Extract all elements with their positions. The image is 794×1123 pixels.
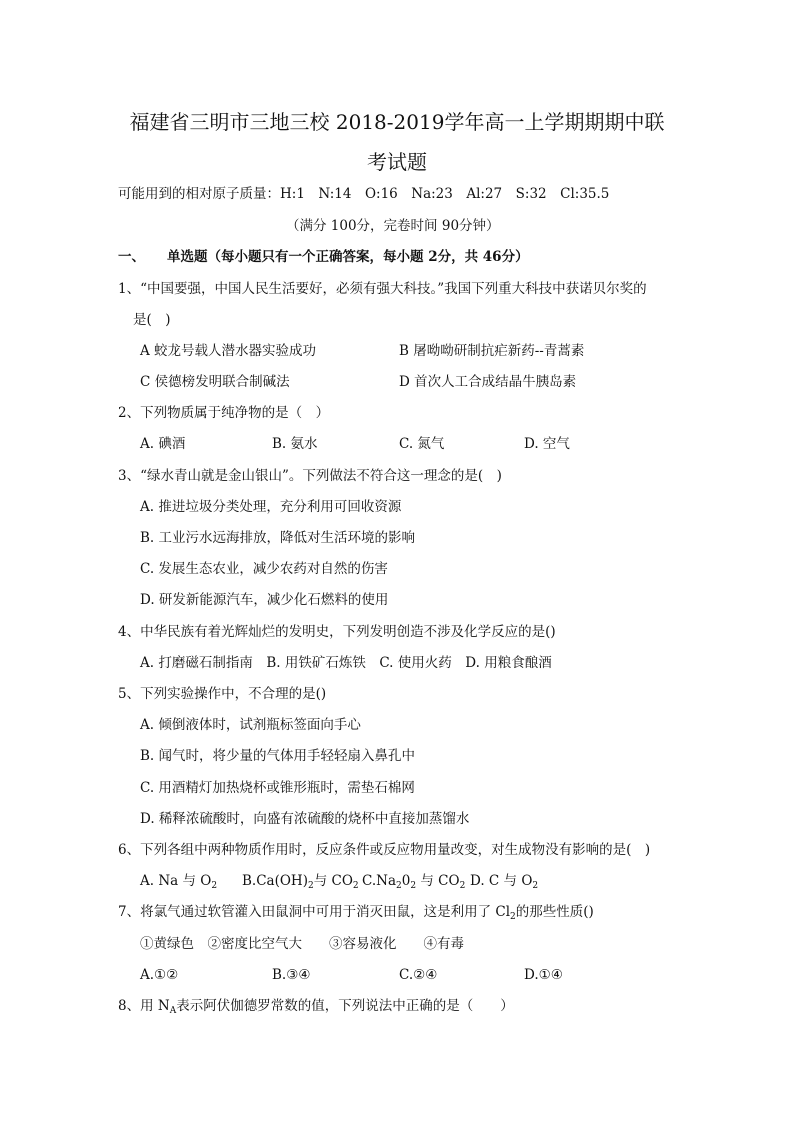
exam-info: （满分 100分，完卷时间 90分钟） <box>286 218 500 234</box>
q8-stem: 8、用 $N_A$表示阿伏伽德罗常数的值，下列说法中正确的是（ ） <box>118 998 514 1016</box>
q2-option-b: B. 氨水 <box>272 436 318 452</box>
document-title-line1: 福建省三明市三地三校 2018-2019学年高一上学期期期中联 <box>129 110 665 134</box>
q7-option-c: C.②④ <box>399 967 438 983</box>
q3-option-a: A. 推进垃圾分类处理，充分利用可回收资源 <box>140 499 402 515</box>
q7-option-b: B.③④ <box>272 967 311 983</box>
q1-stem: 1、“中国要强，中国人民生活要好，必须有强大科技。”我国下列重大科技中获诺贝尔奖的 <box>118 281 647 297</box>
q5-option-b: B. 闻气时，将少量的气体用手轻轻扇入鼻孔中 <box>140 748 416 764</box>
q6-option-b: $B.Ca(OH)_2$与 $CO_2$ <box>242 873 359 891</box>
q5-stem: 5、下列实验操作中，不合理的是() <box>118 686 327 702</box>
q5-option-d: D. 稀释浓硫酸时，向盛有浓硫酸的烧杯中直接加蒸馏水 <box>140 811 470 827</box>
q2-stem: 2、下列物质属于纯净物的是（ ） <box>118 405 330 421</box>
section-number: 一、 <box>118 249 145 265</box>
q6-option-a: A. Na 与 $O_2$ <box>140 873 218 891</box>
q6-option-d: D. C 与 $O_2$ <box>470 873 539 891</box>
q5-option-c: C. 用酒精灯加热烧杯或锥形瓶时，需垫石棉网 <box>140 780 415 796</box>
q1-option-b: B 屠呦呦研制抗疟新药--青蒿素 <box>399 343 585 359</box>
q1-option-d: D 首次人工合成结晶牛胰岛素 <box>399 374 577 390</box>
q2-option-c: C. 氮气 <box>399 436 445 452</box>
q1-option-c: C 侯德榜发明联合制碱法 <box>140 374 290 390</box>
q3-option-d: D. 研发新能源汽车，减少化石燃料的使用 <box>140 592 389 608</box>
q6-option-c: $C.Na_20_2$ 与 $CO_2$ <box>362 873 466 891</box>
q4-stem: 4、中华民族有着光辉灿烂的发明史，下列发明创造不涉及化学反应的是() <box>118 624 556 640</box>
q2-option-d: D. 空气 <box>524 436 570 452</box>
q3-option-b: B. 工业污水远海排放，降低对生活环境的影响 <box>140 530 416 546</box>
q3-option-c: C. 发展生态农业，减少农药对自然的伤害 <box>140 561 388 577</box>
q6-stem: 6、下列各组中两种物质作用时，反应条件或反应物用量改变，对生成物没有影响的是( ) <box>118 842 651 858</box>
q7-option-d: D.①④ <box>524 967 563 983</box>
q4-options: A. 打磨磁石制指南 B. 用铁矿石炼铁 C. 使用火药 D. 用粮食酿酒 <box>140 655 552 671</box>
q7-properties: ①黄绿色 ②密度比空气大 ③容易液化 ④有毒 <box>140 936 464 952</box>
document-title-line2: 考试题 <box>367 150 427 174</box>
q2-option-a: A. 碘酒 <box>140 436 186 452</box>
q7-option-a: A.①② <box>140 967 179 983</box>
q1-option-a: A 蛟龙号载人潜水器实验成功 <box>140 343 317 359</box>
q5-option-a: A. 倾倒液体时，试剂瓶标签面向手心 <box>140 717 361 733</box>
atomic-masses: 可能用到的相对原子质量：H:1 N:14 O:16 Na:23 Al:27 S:32 Cl:35.5 <box>118 186 610 202</box>
q3-stem: 3、“绿水青山就是金山银山”。下列做法不符合这一理念的是( ) <box>118 468 502 484</box>
q7-stem: 7、将氯气通过软管灌入田鼠洞中可用于消灭田鼠，这是利用了 $Cl_2$的那些性质() <box>118 904 594 922</box>
q1-stem-cont: 是( ) <box>133 312 171 328</box>
section-heading: 单选题（每小题只有一个正确答案，每小题 2分，共 46分） <box>167 249 529 265</box>
